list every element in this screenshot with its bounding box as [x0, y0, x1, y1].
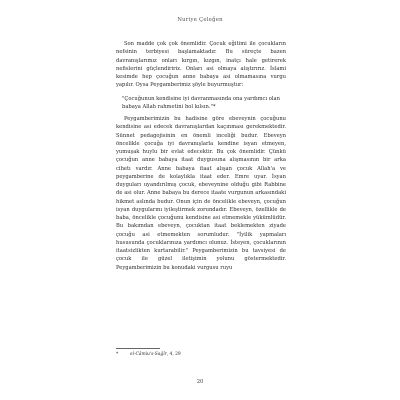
- page-number: 20: [196, 379, 204, 385]
- footnote-reference: , 4, 29: [166, 352, 181, 357]
- paragraph-1: Son madde çok çok önemlidir. Çocuk eğitimi ile çocukların nefsinin terbiyesi başlamaktadır. Bu süreçte bazen davranışlarımız onları kırgın, kızgın, inatçı hale getirerek nefislerini güçlendiririz. Onları asi olmaya alıştırırız. İslami kesimde hep çocuğun anne babaya asi olmamasına vurgu yapılır. Oysa Peygamberimiz şöyle buyurmuştur:: [116, 41, 286, 89]
- paragraph-2: Peygamberimizin bu hadisine göre ebeveynin çocuğunu kendisine asi edecek davranışlardan kaçınması gerekmektedir. Sünnet pedagojisinin en önemli inceliği budur. Ebeveyn öncelikle çocuğa iyi davranışlarla kendine isyan etmeyen, yumuşak huylu bir evlat edecektir. Bu çok önemlidir. Çünkü çocuğun anne babaya itaat duygusuna alışmasının bir arka cihetı vardır. Anne babaya itaat alışan çocuk Allah'a ve peygamberine de kolaylıkla itaat eder. Emre uyar. İsyan duyguları uyandırılmış çocuk, ebeveynine olduğu gibi Rabbine de asi olur. Anne babaya bu derece itaate vurgunun arkasındaki hikmet aslında budur. Onun için de öncelikle ebeveyn, çocuğun isyan duygularını iyileştirmek zorundadır. Ebeveyn, özellikle de baba, öncelikle çocuğunu kendisine asi etmemekle yükümlüdür. Bu bakımdan ebeveyn, çocuktan itaat beklemekten ziyade çocuğu asi etmemekten sorumludur. "İyilik yapmaları hususunda çocuklarınıza yardımcı olunuz. İsteyen, çocuklarının itaatsizlikten kurtarabilir." Peygamberimizin bu tavsiyesi de çocuk ile güzel iletişimin yolunu göstermektedir. Peygamberimizin bu konudaki vurgusu ruyu: [116, 116, 286, 271]
- footnote-divider: [116, 348, 160, 349]
- running-header-author: Nuriye Çeleğen: [177, 17, 223, 23]
- footnote-source-title: el-Câmiu's-Sağîr: [130, 352, 167, 357]
- footnote: [116, 352, 286, 358]
- footnote-mark: *: [116, 352, 119, 357]
- body-text: [116, 40, 286, 272]
- hadith-quote: "Çocuğunun kendisine iyi davranmasında ona yardımcı olan babaya Allah rahmetini bol kılsın."*: [122, 95, 280, 110]
